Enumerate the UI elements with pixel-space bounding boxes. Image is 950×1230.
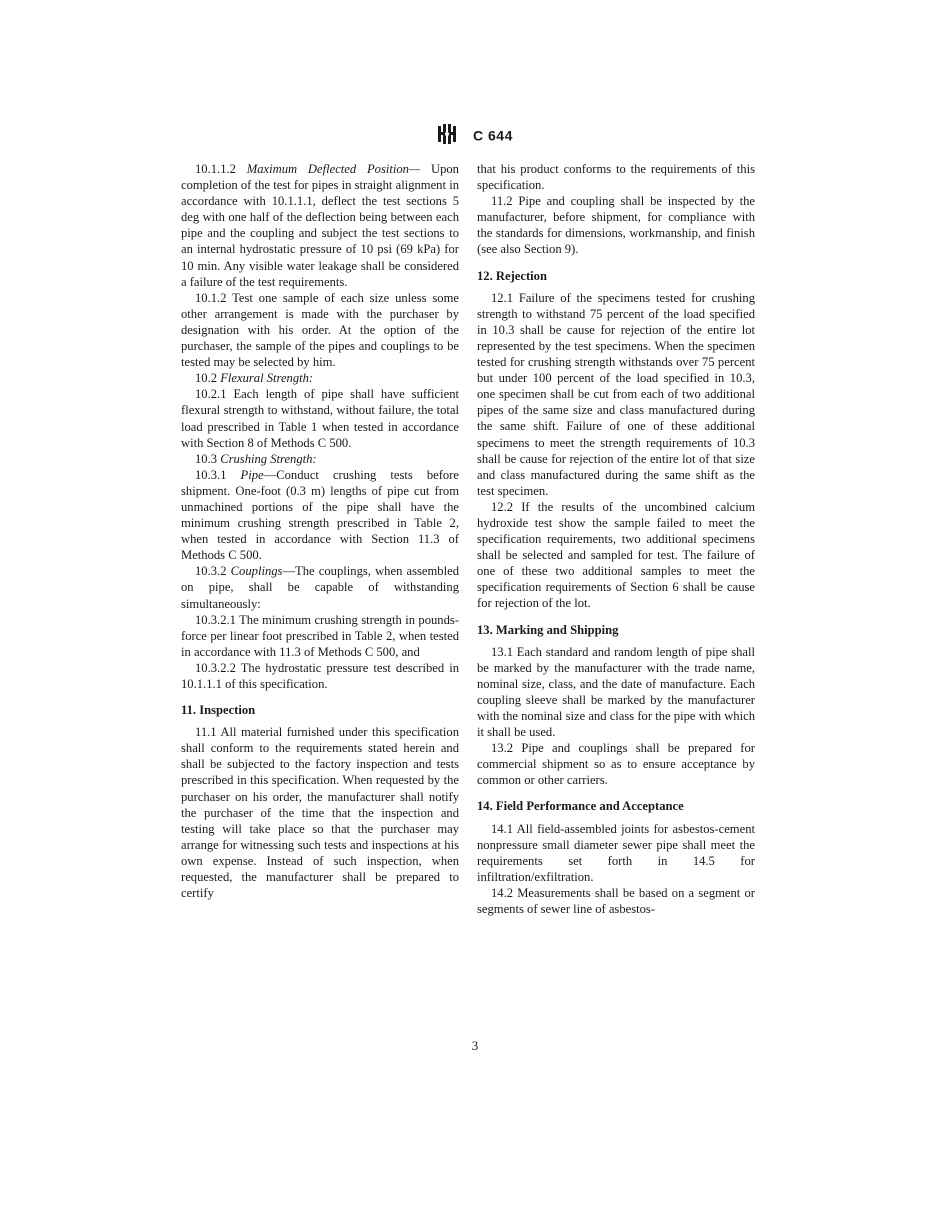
- paragraph-11-1: 11.1 All material furnished under this specification shall conform to the requirements stated herein and shall be subjected to the factory inspection and tests prescribed in this specification. When requested by the purchaser on his order, the manufacturer shall notify the purchaser of the time that the inspection and testing will take place so that the purchaser may arrange for witnessing such tests and inspections at his own expense. Instead of such inspection, when requested, the manufacturer shall be prepared to certify: [181, 725, 459, 901]
- standard-code: C 644: [473, 127, 513, 144]
- paragraph-13-1: 13.1 Each standard and random length of pipe shall be marked by the manufacturer with the trade name, nominal size, class, and the date of manufacture. Each coupling sleeve shall be marked by the manufacturer with the nominal size and class for the pipe with which it shall be used.: [477, 644, 755, 740]
- heading-field-performance: 14. Field Performance and Acceptance: [477, 799, 684, 814]
- section-title: Maximum Deflected Position—: [246, 162, 421, 176]
- paragraph-10-2: [181, 370, 459, 386]
- paragraph-12-1: 12.1 Failure of the specimens tested for crushing strength to withstand 75 percent of the load specified in 10.3 shall be cause for rejection of the entire lot represented by the test specimens. When the specimen tested for crushing strength withstands over 75 percent but under 100 percent of the load specified in 10.3, one specimen shall be cut from each of two additional pipes of the same size and class manufactured during the same shift. Failure of one of these additional specimens to meet the strength requirements of 10.3 shall be cause for rejection of the entire lot of that size and class manufactured during the same shift as the test specimen.: [477, 290, 755, 498]
- paragraph-10-1-1-2: [181, 161, 459, 290]
- paragraph-14-2: 14.2 Measurements shall be based on a segment or segments of sewer line of asbestos-: [477, 885, 755, 917]
- astm-logo-icon: [437, 124, 459, 147]
- paragraph-10-1-2: 10.1.2 Test one sample of each size unless some other arrangement is made with the purchaser by designation with his order. At the option of the purchaser, the sample of the pipes and couplings to be tested may be selected by him.: [181, 290, 459, 370]
- paragraph-13-2: 13.2 Pipe and couplings shall be prepared for commercial shipment so as to ensure acceptance by common or other carriers.: [477, 741, 755, 788]
- paragraph-10-3: [181, 451, 459, 467]
- section-title: Couplings: [230, 564, 283, 579]
- page-header: [0, 124, 950, 147]
- section-number: 10.3: [195, 451, 218, 466]
- section-title: Pipe: [240, 467, 264, 482]
- section-number: 10.1.1.2: [195, 162, 236, 176]
- section-title: Crushing Strength:: [220, 451, 317, 466]
- left-column: [181, 161, 459, 901]
- paragraph-12-2: 12.2 If the results of the uncombined calcium hydroxide test show the sample failed to meet the specification requirements, two additional specimens shall be selected and sampled for test. The failure of one of these two additional samples to meet the specification requirements of Section 6 shall be cause for rejection of the lot.: [477, 499, 755, 611]
- paragraph-10-2-1: 10.2.1 Each length of pipe shall have sufficient flexural strength to withstand, without failure, the total load prescribed in Table 1 when tested in accordance with Section 8 of Methods C 500.: [181, 387, 459, 450]
- heading-marking-shipping: 13. Marking and Shipping: [477, 622, 619, 637]
- paragraph-continued: that his product conforms to the requirements of this specification.: [477, 162, 755, 193]
- page-number: 3: [471, 1038, 479, 1053]
- paragraph-text: —Conduct crushing tests before shipment. One-foot (0.3 m) lengths of pipe cut from unmachined portions of the pipe shall have the minimum crushing strength prescribed in Table 2, when tested in accordance with Section 11.3 of Methods C 500.: [181, 467, 459, 563]
- paragraph-14-1: 14.1 All field-assembled joints for asbestos-cement nonpressure small diameter sewer pipe shall meet the requirements set forth in 14.5 for infiltration/exfiltration.: [477, 821, 755, 884]
- paragraph-text: Upon completion of the test for pipes in straight alignment in accordance with 10.1.1.1, deflect the test sections 5 deg with one half of the deflection being between each pipe and the coupling and subject the test sections to an internal hydrostatic pressure of 10 psi (69 kPa) for 10 min. Any visible water leakage shall be considered a failure of the test requirements.: [181, 162, 459, 289]
- paragraph-11-2: 11.2 Pipe and coupling shall be inspected by the manufacturer, before shipment, for compliance with the standards for dimensions, workmanship, and finish (see also Section 9).: [477, 194, 755, 257]
- paragraph-10-3-2: [181, 563, 459, 611]
- paragraph-text: —The couplings, when assembled on pipe, shall be capable of withstanding simultaneously:: [181, 564, 459, 611]
- right-column: [477, 161, 755, 917]
- section-number: 10.2: [195, 371, 218, 386]
- paragraph-10-3-1: [181, 467, 459, 564]
- section-title: Flexural Strength:: [220, 371, 314, 386]
- section-number: 10.3.1: [195, 467, 227, 482]
- heading-inspection: 11. Inspection: [181, 703, 256, 718]
- paragraph-10-3-2-1: 10.3.2.1 The minimum crushing strength in pounds-force per linear foot prescribed in Table 2, when tested in accordance with 11.3 of Methods C 500, and: [181, 612, 459, 659]
- heading-rejection: 12. Rejection: [477, 268, 547, 283]
- section-number: 10.3.2: [195, 564, 227, 579]
- paragraph-10-3-2-2: 10.3.2.2 The hydrostatic pressure test described in 10.1.1.1 of this specification.: [181, 660, 459, 691]
